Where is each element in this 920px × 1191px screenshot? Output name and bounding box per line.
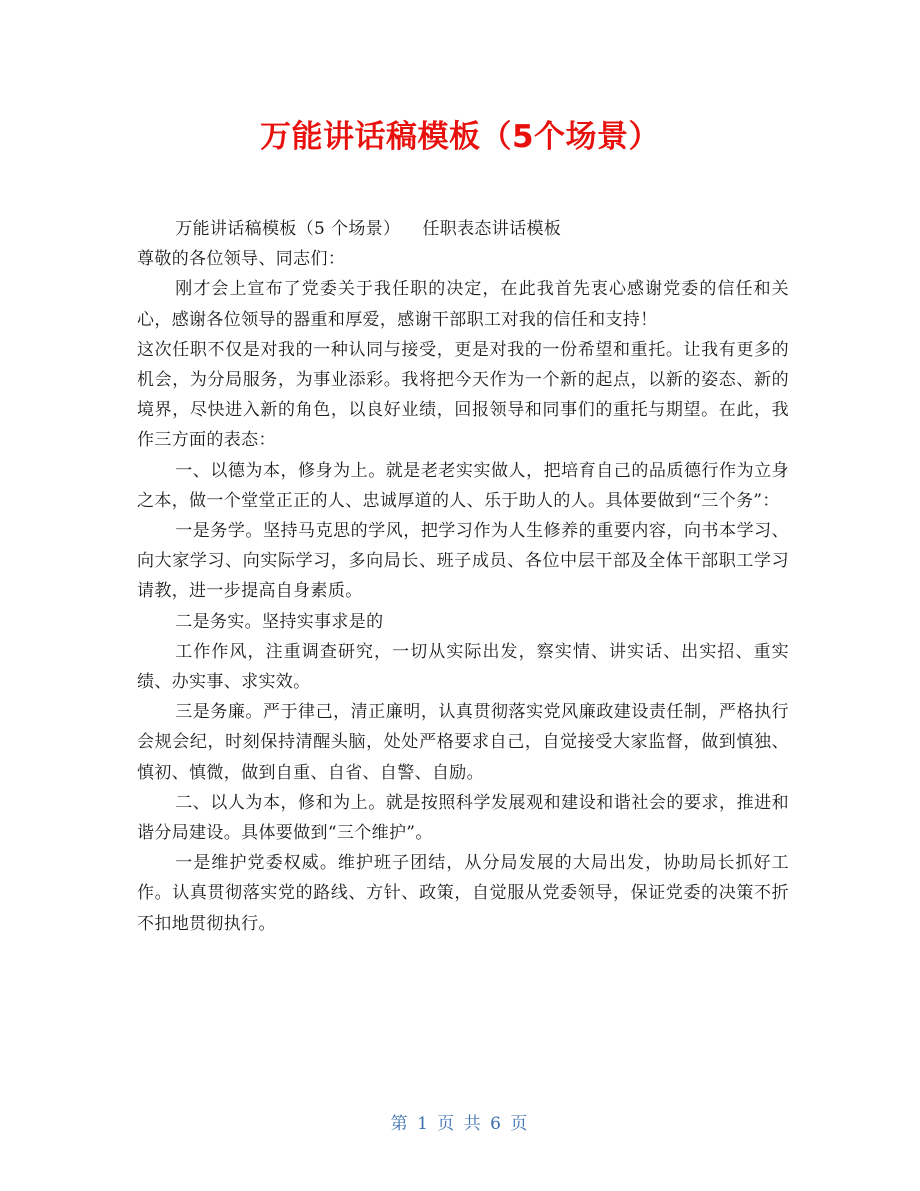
- paragraph: 三是务廉。严于律己，清正廉明，认真贯彻落实党风廉政建设责任制，严格执行会规会纪，时刻保持清醒头脑，处处严格要求自己，自觉接受大家监督，做到慎独、慎初、慎微，做到自重、自省、自警、自励。: [137, 702, 789, 783]
- paragraph: 这次任职不仅是对我的一种认同与接受，更是对我的一份希望和重托。让我有更多的机会，为分局服务，为事业添彩。我将把今天作为一个新的起点，以新的姿态、新的境界，尽快进入新的角色，以良好业绩，回报领导和同事们的重托与期望。在此，我作三方面的表态：: [137, 339, 789, 451]
- paragraph: 尊敬的各位领导、同志们：: [137, 249, 346, 270]
- paragraph: 工作作风，注重调查研究，一切从实际出发，察实情、讲实话、出实招、重实绩、办实事、求实效。: [137, 641, 789, 693]
- paragraph: 二是务实。坚持实事求是的: [175, 611, 384, 632]
- paragraph: 一、以德为本，修身为上。就是老老实实做人，把培育自己的品质德行作为立身之本，做一个堂堂正正的人、忠诚厚道的人、乐于助人的人。具体要做到“三个务”：: [137, 460, 789, 511]
- paragraph: 二、以人为本，修和为上。就是按照科学发展观和建设和谐社会的要求，推进和谐分局建设。具体要做到“三个维护”。: [137, 792, 789, 844]
- page-number-footer: 第 1 页 共 6 页: [390, 1114, 530, 1134]
- document-title: 万能讲话稿模板（5个场景）: [259, 119, 661, 155]
- paragraph: 一是务学。坚持马克思的学风，把学习作为人生修养的重要内容，向书本学习、向大家学习、向实际学习，多向局长、班子成员、各位中层干部及全体干部职工学习请教，进一步提高自身素质。: [137, 521, 789, 602]
- subtitle-right: 任职表态讲话模板: [422, 219, 562, 239]
- subtitle-left: 万能讲话稿模板（5 个场景）: [175, 219, 401, 239]
- paragraph: 刚才会上宣布了党委关于我任职的决定，在此我首先衷心感谢党委的信任和关心，感谢各位领导的器重和厚爱，感谢干部职工对我的信任和支持！: [137, 279, 789, 330]
- document-body: [137, 214, 789, 939]
- subtitle-line: [137, 214, 789, 244]
- paragraph: 一是维护党委权威。维护班子团结，从分局发展的大局出发，协助局长抓好工作。认真贯彻落实党的路线、方针、政策，自觉服从党委领导，保证党委的决策不折不扣地贯彻执行。: [137, 853, 789, 934]
